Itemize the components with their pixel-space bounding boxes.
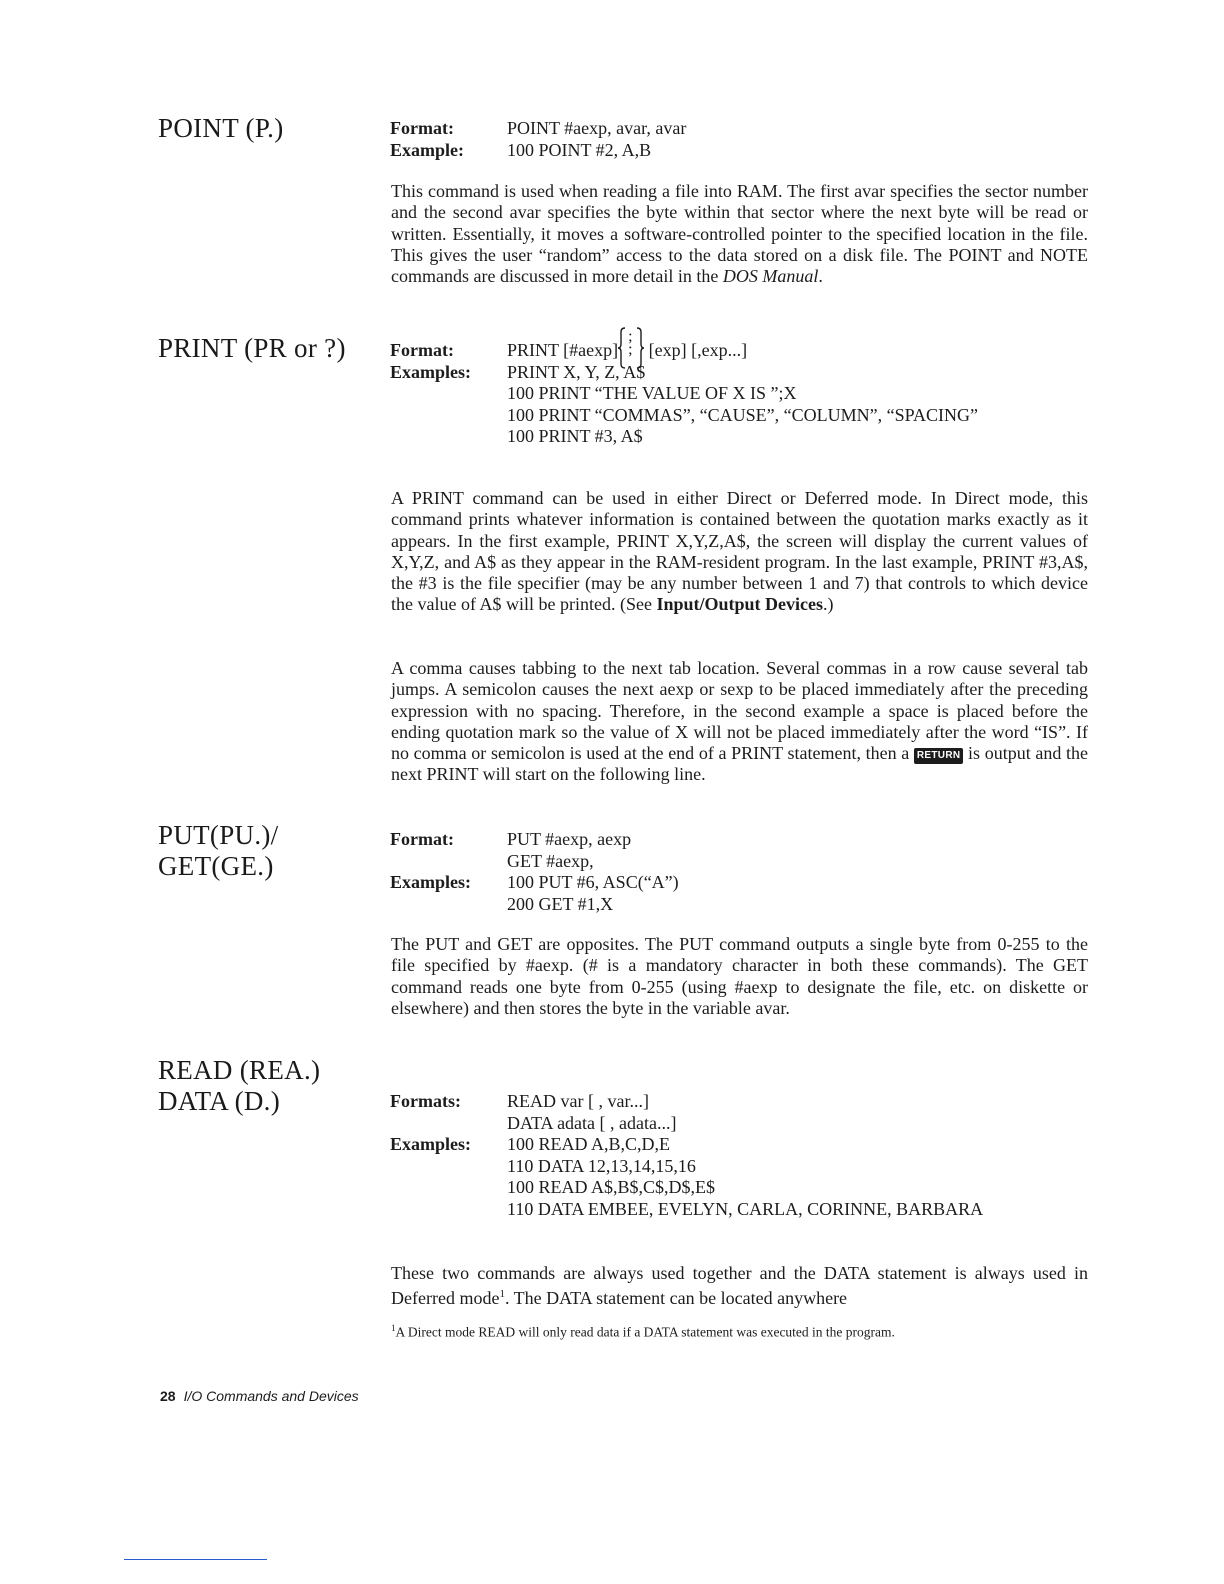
example-line: 100 PUT #6, ASC(“A”) — [507, 872, 679, 892]
readdata-description: These two commands are always used together and the DATA statement is always used in Deferred mode$^1$. The DATA statement can be located anywhere — [391, 1263, 1088, 1309]
example-line: 110 DATA EMBEE, EVELYN, CARLA, CORINNE, BARBARA — [507, 1198, 984, 1219]
dos-manual-ref: DOS Manual — [722, 266, 819, 287]
example-line: 100 PRINT #3, A$ — [507, 426, 643, 446]
page-number: 28 — [160, 1388, 176, 1404]
example-line: PRINT X, Y, Z, A$ — [507, 361, 646, 382]
formats-label: Formats: — [390, 1091, 461, 1111]
format-line: DATA adata [ , adata...] — [507, 1112, 677, 1133]
format-label: Format: — [390, 340, 454, 360]
format-line: GET #aexp, — [507, 850, 594, 871]
examples-label: Examples: — [390, 361, 471, 382]
page-footer — [160, 1388, 359, 1406]
format-label: Format: — [390, 829, 454, 849]
format-line: PUT #aexp, aexp — [507, 829, 632, 849]
return-key-icon: RETURN — [914, 748, 963, 764]
heading-put: PUT(PU.)/ — [158, 820, 279, 850]
example-value: 100 POINT #2, A,B — [507, 139, 652, 160]
print-description-1: A PRINT command can be used in either Direct or Deferred mode. In Direct mode, this command prints whatever information is contained between the quotation marks exactly as it appears. In the first example, PRINT X,Y,Z,A$, the screen will display the current values of X,Y,Z, and A$ as they appear in the RAM-resident program. In the last example, PRINT #3,A$, the #3 is the file specifier (may be any number between 1 and 7) that controls to which device the value of A$ will be printed. (See Input/Output Devices.) — [391, 488, 1088, 615]
heading-data: DATA (D.) — [158, 1086, 281, 1116]
example-line: 100 READ A$,B$,C$,D$,E$ — [507, 1177, 716, 1197]
format-value: PRINT [#aexp] ; ; [exp] [,exp...] — [507, 340, 747, 362]
heading-point: POINT (P.) — [158, 113, 284, 143]
format-line: READ var [ , var...] — [507, 1091, 649, 1111]
point-description: This command is used when reading a file into RAM. The first avar specifies the sector number and the second avar specifies the byte within that sector where the next byte will be read or written. Essentially, it moves a software-controlled pointer to the specified location in the file. This gives the user “random” access to the data stored on a disk file. The POINT and NOTE commands are discussed in more detail in the DOS Manual. — [391, 181, 1088, 287]
putget-description: The PUT and GET are opposites. The PUT command outputs a single byte from 0-255 to the file specified by #aexp. (# is a mandatory character in both these commands). The GET command reads one byte from 0-255 (using #aexp to designate the file, etc. on diskette or elsewhere) and then stores the byte in the variable avar. — [391, 934, 1088, 1018]
example-line: 200 GET #1,X — [507, 893, 614, 914]
examples-label: Examples: — [390, 872, 471, 892]
example-label: Example: — [390, 139, 464, 160]
print-description-2: A comma causes tabbing to the next tab location. Several commas in a row cause several tab jumps. A semicolon causes the next aexp or sexp to be placed immediately after the preceding expression with no spacing. Therefore, in the second example a space is placed before the ending quotation mark so the value of X will not be placed immediately after the word “IS”. If no comma or semicolon is used at the end of a PRINT statement, then a RETURN is output and the next PRINT will start on the following line. — [391, 658, 1088, 785]
brace-separator: ; ; — [618, 340, 644, 361]
examples-label: Examples: — [390, 1134, 471, 1154]
footnote: $^1$A Direct mode READ will only read data if a DATA statement was executed in the program. — [391, 1323, 895, 1340]
format-label: Format: — [390, 118, 454, 138]
example-line: 100 PRINT “COMMAS”, “CAUSE”, “COLUMN”, “SPACING” — [507, 404, 978, 425]
example-line: 110 DATA 12,13,14,15,16 — [507, 1155, 696, 1176]
bottom-divider — [124, 1559, 267, 1560]
heading-read: READ (REA.) — [158, 1055, 321, 1085]
example-line: 100 PRINT “THE VALUE OF X IS ”;X — [507, 383, 797, 403]
page-footer-title: I/O Commands and Devices — [183, 1388, 359, 1404]
footnote-marker: 1 — [499, 1288, 505, 1301]
format-value: POINT #aexp, avar, avar — [507, 118, 687, 138]
io-devices-ref: Input/Output Devices — [656, 594, 823, 615]
heading-get: GET(GE.) — [158, 851, 274, 881]
example-line: 100 READ A,B,C,D,E — [507, 1134, 671, 1154]
heading-print: PRINT (PR or ?) — [158, 333, 346, 363]
